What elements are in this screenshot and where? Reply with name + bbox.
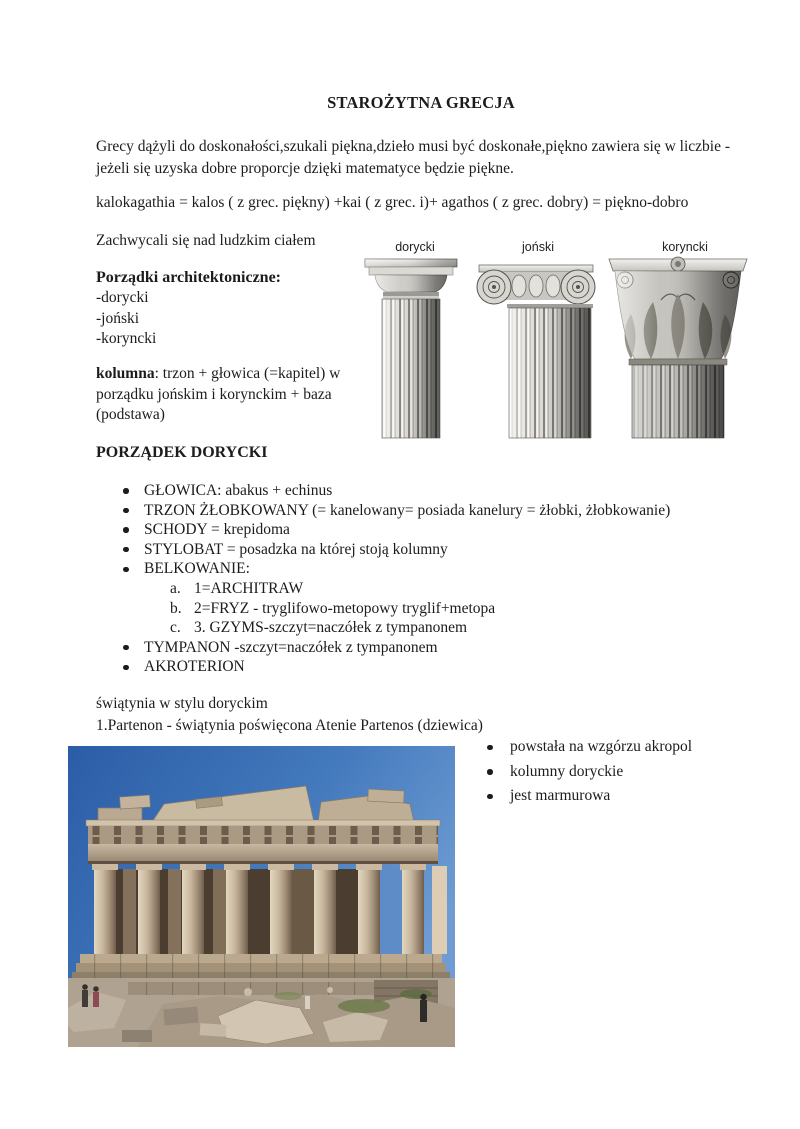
column-orders-illustration (363, 238, 761, 441)
sub-list-item-text: 3. GZYMS-szczyt=naczółek z tympanonem (194, 619, 468, 637)
parthenon-foreground (68, 978, 455, 1047)
list-item-text: AKROTERION (144, 658, 245, 676)
architectural-orders-block (96, 268, 396, 349)
list-item-text: TYMPANON -szczyt=naczółek z tympanonem (144, 638, 438, 656)
temple-intro-block (96, 693, 656, 736)
bullet-icon (487, 794, 493, 800)
list-item-text: kolumny doryckie (510, 762, 624, 780)
temple-style-line: świątynia w stylu doryckim (96, 695, 268, 712)
label-doric: dorycki (395, 240, 435, 254)
bullet-icon (123, 508, 129, 514)
list-item (96, 501, 768, 521)
list-item-text: GŁOWICA: abakus + echinus (144, 482, 333, 499)
doric-order-list (96, 481, 768, 677)
bullet-icon (123, 665, 129, 671)
doric-order-heading: PORZĄDEK DORYCKI (96, 444, 268, 461)
parthenon-facts-list (462, 735, 762, 809)
kalokagathia-line: kalokagathia = kalos ( z grec. piękny) +kai ( z grec. i)+ agathos ( z grec. dobry) = piękno-dobro (96, 194, 689, 211)
list-item (96, 657, 768, 677)
body-admiration-line: Zachwycali się nad ludzkim ciałem (96, 232, 316, 249)
parthenon-illustration (68, 746, 455, 1047)
orders-heading: Porządki architektoniczne: (96, 269, 282, 286)
intro-paragraph: Grecy dążyli do doskonałości,szukali piękna,dzieło musi być doskonałe,piękno zawiera się w liczbie - jeżeli się uzyska dobre proporcje dzięki matematyce będzie piękne. (96, 138, 731, 177)
list-item (96, 540, 768, 560)
sub-list-item (96, 618, 768, 638)
bullet-icon (123, 488, 129, 494)
list-item (96, 520, 768, 540)
bullet-icon (123, 527, 129, 533)
list-item (96, 638, 768, 658)
list-item (462, 760, 762, 785)
label-corinthian: koryncki (662, 240, 708, 254)
bullet-icon (487, 745, 493, 751)
sub-list-item-text: 1=ARCHITRAW (194, 579, 304, 597)
list-item (96, 559, 768, 579)
order-item-doric: -dorycki (96, 289, 149, 307)
kolumna-definition (96, 364, 354, 426)
page-title: STAROŻYTNA GRECJA (327, 93, 515, 112)
parthenon-temple (72, 786, 450, 982)
list-item (462, 784, 762, 809)
sub-list-item (96, 599, 768, 619)
list-item (462, 735, 762, 760)
list-item-text: SCHODY = krepidoma (144, 521, 290, 539)
list-item-text: BELKOWANIE: (144, 560, 250, 578)
order-item-ionic: -joński (96, 309, 140, 327)
bullet-icon (123, 645, 129, 651)
sub-list-item (96, 579, 768, 599)
corinthian-column-illustration (609, 257, 747, 438)
sub-list-marker: b. (170, 599, 182, 617)
kolumna-definition-text: : trzon + głowica (=kapitel) w porządku jońskim i korynckim + baza (podstawa) (96, 365, 341, 423)
label-ionic: joński (522, 240, 554, 254)
bullet-icon (123, 547, 129, 553)
sub-list-item-text: 2=FRYZ - tryglifowo-metopowy tryglif+metopa (194, 599, 496, 617)
bullet-icon (123, 567, 129, 573)
sub-list-marker: c. (170, 619, 181, 637)
column-orders-figure (363, 238, 761, 441)
order-item-corinthian: -koryncki (96, 329, 157, 347)
ionic-column-illustration (477, 265, 595, 438)
list-item-text: TRZON ŻŁOBKOWANY (= kanelowany= posiada kanelury = żłobki, żłobkowanie) (144, 501, 671, 519)
kolumna-term: kolumna (96, 365, 155, 382)
sub-list-marker: a. (170, 579, 181, 597)
bullet-icon (487, 769, 493, 775)
parthenon-line: 1.Partenon - świątynia poświęcona Atenie Partenos (dziewica) (96, 716, 483, 734)
list-item-text: STYLOBAT = posadzka na której stoją kolumny (144, 540, 448, 558)
parthenon-photo (68, 746, 455, 1047)
list-item (96, 481, 768, 501)
doric-column-illustration (365, 259, 457, 438)
list-item-text: jest marmurowa (510, 787, 611, 805)
list-item-text: powstała na wzgórzu akropol (510, 738, 693, 755)
